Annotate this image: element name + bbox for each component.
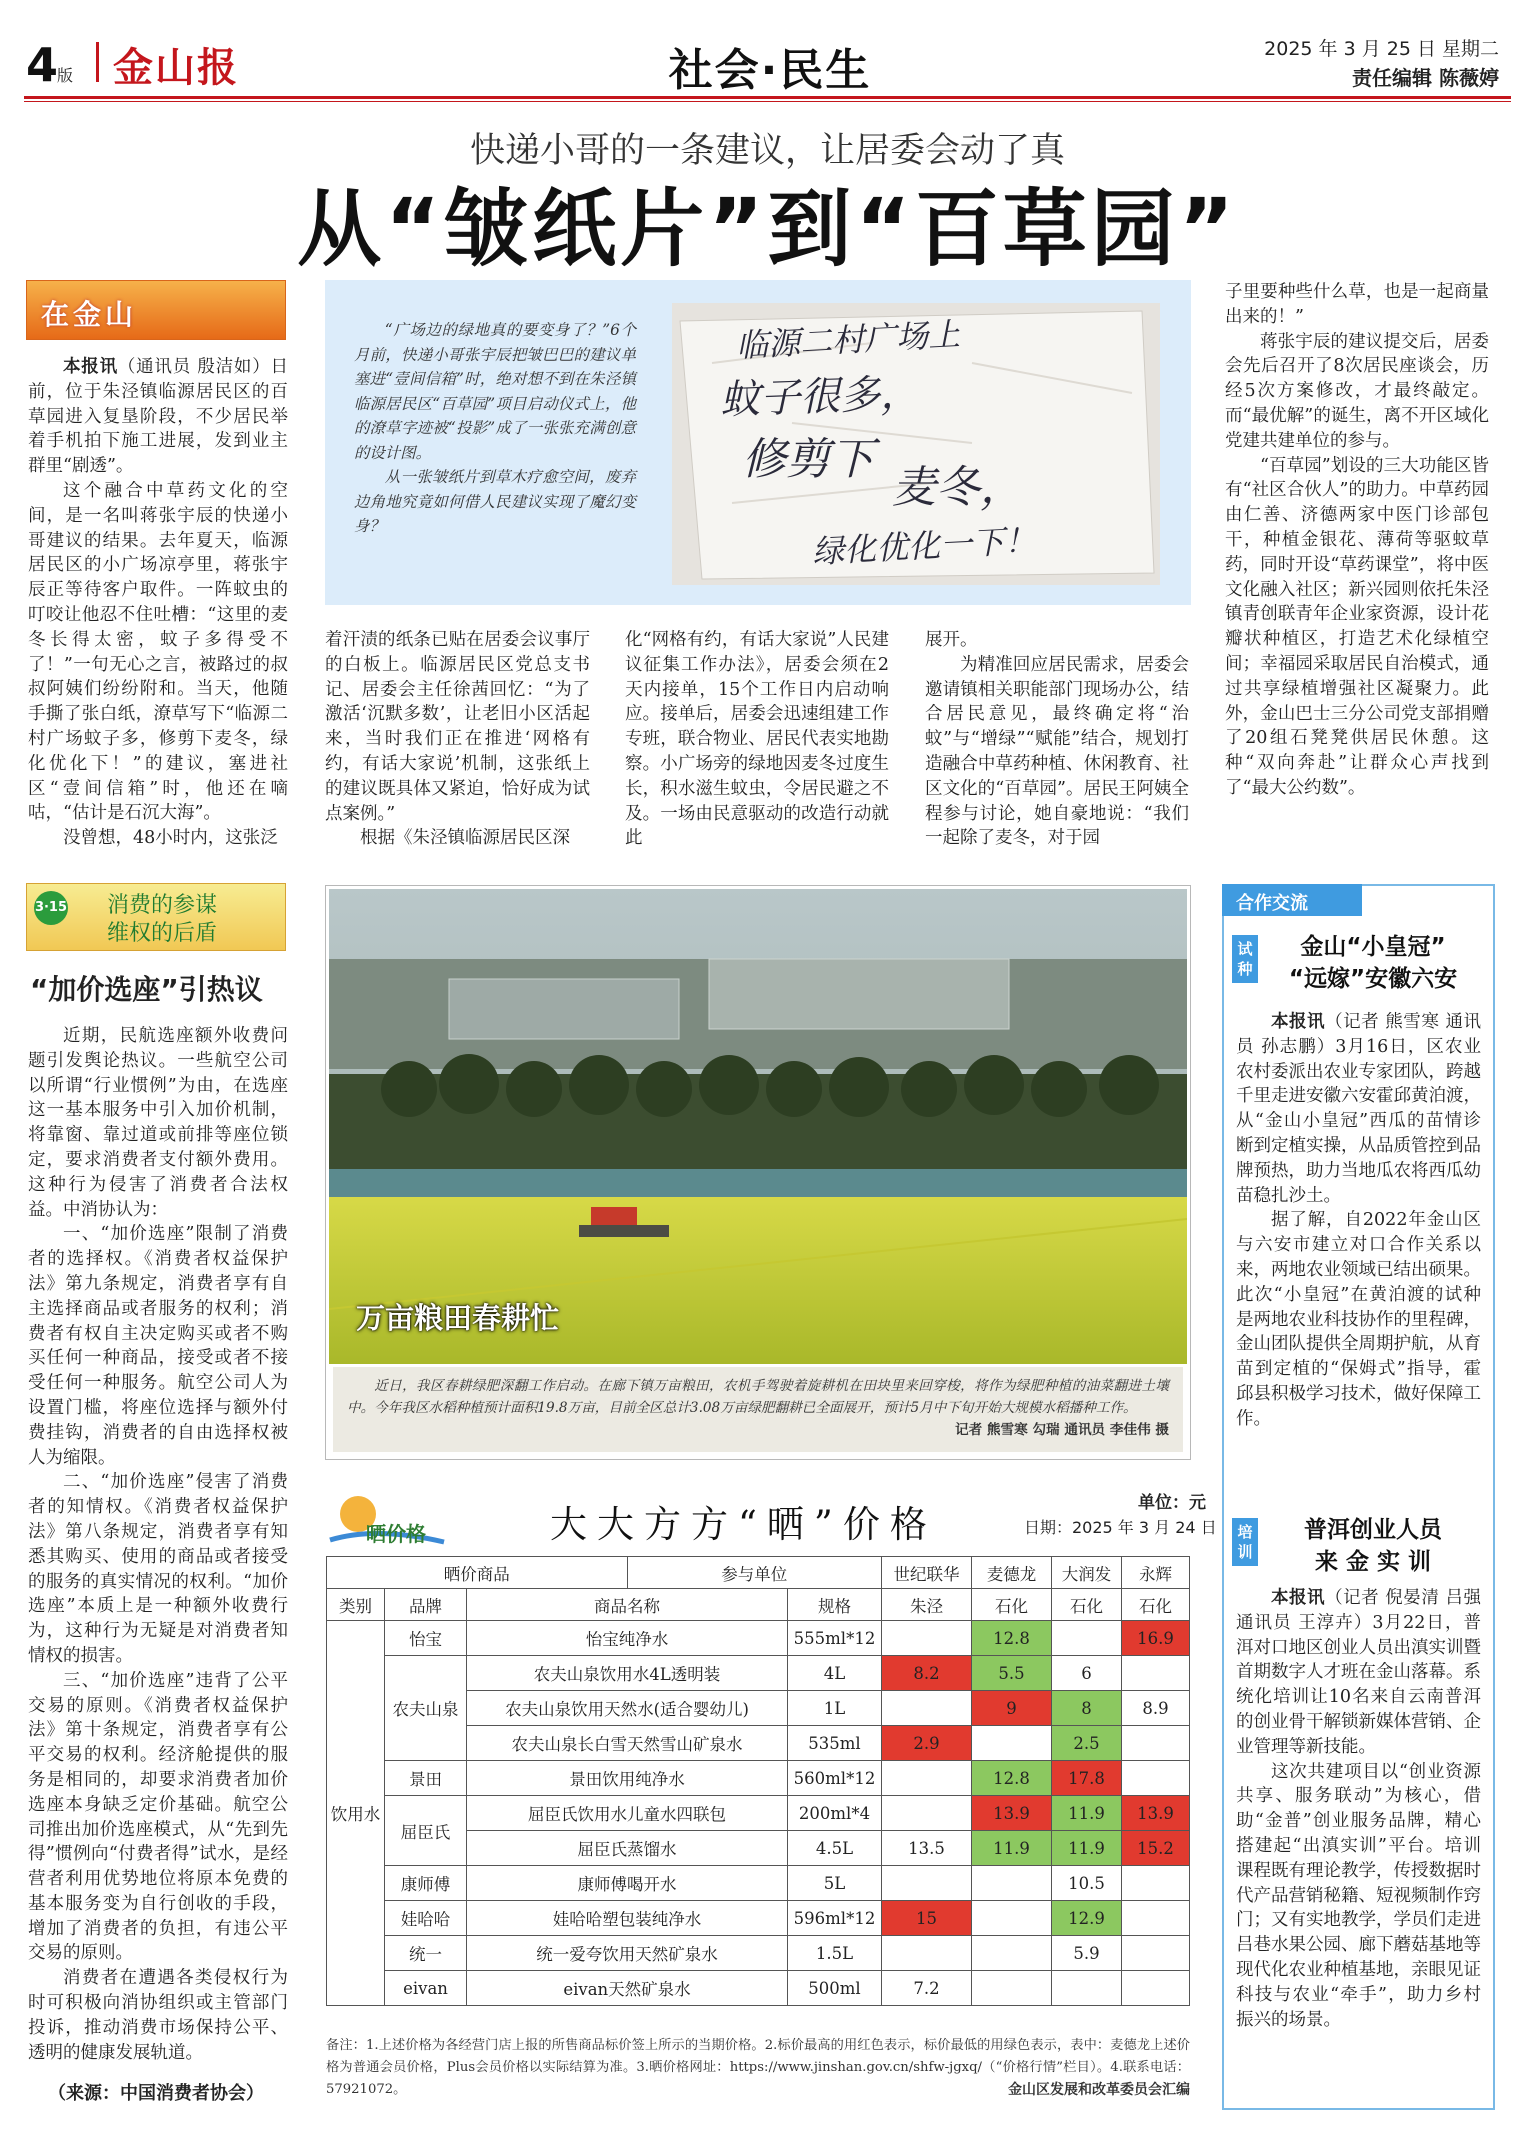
price-cell [1122, 1761, 1190, 1796]
consumer-p3: 二、“加价选座”侵害了消费者的知情权。《消费者权益保护法》第八条规定，消费者享有知悉其购买、使用的商品或者接受的服务的真实情况的权利。“加价选座”本质上是一种额外收费行为，这种行为无疑是对消费者知情权的损害。 [28, 1472, 288, 1666]
lead-intro [354, 318, 636, 539]
price-cell: 15.2 [1122, 1831, 1190, 1866]
col3-p1: 化“网格有约，有话大家说”人民建议征集工作办法》，居委会须在2天内接单，15个工作日内启动响应。接单后，居委会迅速组建工作专班，联合物业、居民代表实地勘察。小广场旁的绿地因麦冬过度生长，积水滋生蚊虫，令居民避之不及。一场由民意驱动的改造行动就此 [625, 630, 889, 849]
table-row [327, 1936, 1190, 1971]
consumer-p2: 一、“加价选座”限制了消费者的选择权。《消费者权益保护法》第九条规定，消费者享有自主选择商品或者服务的权利；消费者有权自主决定购买或者不购买任何一种商品，接受或者不接受任何一种服务。航空公司人为设置门槛，将座位选择与额外付费挂钩，消费者的自由选择权被人为缩限。 [28, 1224, 288, 1468]
note-line-5: 绿化优化一下！ [811, 521, 1037, 571]
col1-p2: 这个融合中草药文化的空间，是一名叫蒋张宇辰的快递小哥建议的结果。去年夏天，临源居民区的小广场凉亭里，蒋张宇辰正等待客户取件。一阵蚊虫的叮咬让他忍不住吐槽：“这里的麦冬长得太密，蚊子多得受不了！”一句无心之言，被路过的叔叔阿姨们纷纷附和。当天，他随手撕了张白纸，潦草写下“临源二村广场蚊子多，修剪下麦冬，绿化优化下！”的建议，塞进社区“壹间信箱”时，他还在嘀咕，“估计是石沉大海”。 [28, 480, 288, 824]
photo-caption-box [333, 1367, 1183, 1452]
header-brand: 品牌 [385, 1589, 467, 1621]
price-cell [972, 1971, 1052, 2006]
header-units: 参与单位 [627, 1557, 882, 1589]
price-cell: 12.8 [972, 1761, 1052, 1796]
price-cell: 11.9 [1052, 1796, 1122, 1831]
store-1: 世纪联华 [882, 1557, 972, 1589]
brand-cell: 怡宝 [385, 1621, 467, 1656]
col4-p2: 为精准回应居民需求，居委会邀请镇相关职能部门现场办公，结合居民意见，最终确定将“治蚊”与“增绿”“赋能”结合，规划打造融合中草药种植、休闲教育、社区文化的“百草园”。居民王阿姨全程参与讨论，她自豪地说：“我们一起除了麦冬，对于园 [925, 654, 1189, 849]
page-number: 4 [26, 38, 59, 92]
note-line-4: 麦冬， [892, 462, 1024, 513]
price-cell: 10.5 [1052, 1866, 1122, 1901]
header-goods: 晒价商品 [327, 1557, 628, 1589]
price-cell: 8.9 [1122, 1691, 1190, 1726]
product-name-cell: 农夫山泉饮用水4L透明装 [467, 1656, 788, 1691]
price-cell [882, 1936, 972, 1971]
price-cell [1052, 1971, 1122, 2006]
brand-cell: 康师傅 [385, 1866, 467, 1901]
price-cell [1122, 1866, 1190, 1901]
price-cell: 17.8 [1052, 1761, 1122, 1796]
sidebar-title-2-line2: 来 金 实 训 [1314, 1549, 1432, 1575]
handwritten-note-photo [672, 303, 1160, 585]
article-col-4 [925, 628, 1189, 851]
price-cell: 15 [882, 1901, 972, 1936]
photo-caption: 近日，我区春耕绿肥深翻工作启动。在廊下镇万亩粮田，农机手驾驶着旋耕机在田块里来回穿梭，将作为绿肥种植的油菜翻进土壤中。今年我区水稻种植预计面积19.8万亩，目前全区总计3.08万亩绿肥翻耕已全面展开，预计5月中下旬开始大规模水稻播种工作。 [347, 1378, 1169, 1416]
lead-intro-p2: 从一张皱纸片到草木疗愈空间，废弃边角地究竟如何借人民建议实现了魔幻变身？ [354, 468, 636, 535]
sidebar-1-p1: （记者 熊雪寒 通讯员 孙志鹏）3月16日，区农业农村委派出农业专家团队，跨越千里走进安徽六安霍邱黄泊渡，从“金山小皇冠”西瓜的苗情诊断到定植实操，从品质管控到品牌预热，助力当地瓜农将西瓜幼苗稳扎沙土。 [1236, 1012, 1481, 1206]
store-3: 大润发 [1052, 1557, 1122, 1589]
spec-cell: 4.5L [788, 1831, 882, 1866]
product-name-cell: 统一爱夸饮用天然矿泉水 [467, 1936, 788, 1971]
sidebar-title-1-line2: “远嫁”安徽六安 [1288, 966, 1458, 992]
price-cell: 8 [1052, 1691, 1122, 1726]
dateline: 本报讯 [63, 357, 118, 377]
sidebar-title-2 [1262, 1514, 1484, 1578]
sidebar-vtag-1: 试种 [1232, 935, 1258, 983]
brand-cell: 农夫山泉 [385, 1656, 467, 1761]
spec-cell: 1.5L [788, 1936, 882, 1971]
sidebar-1-p2: 据了解，自2022年金山区与六安市建立对口合作关系以来，两地农业领域已结出硕果。此次“小皇冠”在黄泊渡的试种是两地农业科技协作的里程碑，金山团队提供全周期护航，从育苗到定植的“保姆式”指导，霍邱县积极学习技术，做好保障工作。 [1236, 1210, 1481, 1429]
price-cell: 16.9 [1122, 1621, 1190, 1656]
consumer-p1: 近期，民航选座额外收费问题引发舆论热议。一些航空公司以所谓“行业惯例”为由，在选座这一基本服务中引入加价机制，将靠窗、靠过道或前排等座位锁定，要求消费者支付额外费用。这种行为侵害了消费者合法权益。中消协认为： [28, 1026, 288, 1220]
col2-p1: 着汗渍的纸条已贴在居委会议事厅的白板上。临源居民区党总支书记、居委会主任徐茜回忆：“为了激活‘沉默多数’，让老旧小区活起来，当时我们正在推进‘网格有约，有话大家说’机制，这张纸上的建议既具体又紧迫，恰好成为试点案例。” [325, 630, 590, 824]
sidebar-article-2 [1236, 1586, 1481, 2032]
photo-credit: 记者 熊雪寒 勾瑞 通讯员 李佳伟 摄 [955, 1422, 1169, 1438]
price-cell [1122, 1936, 1190, 1971]
col4-p1: 展开。 [925, 630, 978, 650]
loc-4: 石化 [1122, 1589, 1190, 1621]
article-col-1 [28, 355, 288, 851]
page-suffix: 版 [57, 66, 74, 85]
price-cell: 5.5 [972, 1656, 1052, 1691]
issue-date: 2025 年 3 月 25 日 星期二 [1264, 38, 1499, 60]
price-cell: 6 [1052, 1656, 1122, 1691]
price-cell: 12.9 [1052, 1901, 1122, 1936]
price-cell [1052, 1621, 1122, 1656]
price-issuer: 金山区发展和改革委员会汇编 [1008, 2082, 1190, 2098]
col5-p1: 子里要种些什么草，也是一起商量出来的！” [1225, 282, 1489, 327]
spec-cell: 200ml*4 [788, 1796, 882, 1831]
brand-cell: 娃哈哈 [385, 1901, 467, 1936]
price-table [326, 1556, 1190, 2006]
price-cell [972, 1901, 1052, 1936]
newspaper-logo: 金山报 [113, 44, 239, 91]
price-cell: 9 [972, 1691, 1052, 1726]
note-line-1: 临源二村广场上 [735, 315, 961, 365]
sidebar-title-1-line1: 金山“小皇冠” [1300, 934, 1446, 960]
sidebar-2-dateline: 本报讯 [1271, 1588, 1326, 1608]
price-cell [882, 1796, 972, 1831]
product-name-cell: 娃哈哈塑包装纯净水 [467, 1901, 788, 1936]
price-logo [326, 1490, 448, 1550]
brand-cell: 统一 [385, 1936, 467, 1971]
section-title: 社会·民生 [668, 45, 872, 96]
price-unit: 单位：元 [1138, 1493, 1206, 1513]
product-name-cell: 农夫山泉长白雪天然雪山矿泉水 [467, 1726, 788, 1761]
store-4: 永辉 [1122, 1557, 1190, 1589]
consumer-badge-line1: 消费的参谋 [107, 893, 218, 918]
consumer-source: （来源：中国消费者协会） [48, 2083, 264, 2104]
spec-cell: 500ml [788, 1971, 882, 2006]
brand-cell: 景田 [385, 1761, 467, 1796]
price-title: 大大方方“晒”价格 [550, 1503, 937, 1546]
price-cell: 2.5 [1052, 1726, 1122, 1761]
price-cell: 12.8 [972, 1621, 1052, 1656]
spec-cell: 555ml*12 [788, 1621, 882, 1656]
brand-cell: eivan [385, 1971, 467, 2006]
price-cell [882, 1761, 972, 1796]
product-name-cell: 怡宝纯净水 [467, 1621, 788, 1656]
consumer-p5: 消费者在遭遇各类侵权行为时可积极向消协组织或主管部门投诉，推动消费市场保持公平、透明的健康发展轨道。 [28, 1968, 288, 2063]
product-name-cell: eivan天然矿泉水 [467, 1971, 788, 2006]
sidebar-2-p1: （记者 倪晏清 吕强 通讯员 王淳卉）3月22日，普洱对口地区创业人员出滇实训暨首期数字人才班在金山落幕。系统化培训让10名来自云南普洱的创业骨干解锁新媒体营销、企业管理等新技能。 [1236, 1588, 1481, 1757]
consumer-title: “加价选座”引热议 [30, 973, 263, 1006]
sidebar-1-dateline: 本报讯 [1271, 1012, 1326, 1032]
price-cell: 13.9 [972, 1796, 1052, 1831]
sidebar-title-1 [1262, 931, 1484, 995]
price-cell: 13.9 [1122, 1796, 1190, 1831]
table-row [327, 1971, 1190, 2006]
price-cell [882, 1691, 972, 1726]
col1-p1: （通讯员 殷洁如）日前，位于朱泾镇临源居民区的百草园进入复垦阶段，不少居民举着手机拍下施工进展，发到业主群里“剧透”。 [28, 357, 288, 477]
table-row [327, 1656, 1190, 1691]
price-cell [1122, 1971, 1190, 2006]
spec-cell: 5L [788, 1866, 882, 1901]
article-col-2 [325, 628, 590, 851]
col5-p3: “百草园”划设的三大功能区皆有“社区合伙人”的助力。中草药园由仁善、济德两家中医门诊部包干，种植金银花、薄荷等驱蚊草药，同时开设“草药课堂”，将中医文化融入社区；新兴园则依托朱泾镇青创联青年企业家资源，设计花瓣状种植区，打造艺术化绿植空间；幸福园采取居民自治模式，通过共享绿植增强社区凝聚力。此外，金山巴士三分公司党支部捐赠了20组石凳凳供居民休憩。这种“双向奔赴”让群众心声找到了“最大公约数”。 [1225, 455, 1489, 798]
price-cell [972, 1866, 1052, 1901]
zaijinshan-badge: 在金山 [26, 280, 286, 340]
table-row [327, 1796, 1190, 1831]
product-name-cell: 屈臣氏饮用水儿童水四联包 [467, 1796, 788, 1831]
price-cell: 5.9 [1052, 1936, 1122, 1971]
note-line-3: 修剪下 [742, 434, 874, 485]
brand-cell: 屈臣氏 [385, 1796, 467, 1866]
price-cell: 2.9 [882, 1726, 972, 1761]
product-name-cell: 农夫山泉饮用天然水(适合婴幼儿) [467, 1691, 788, 1726]
loc-1: 朱泾 [882, 1589, 972, 1621]
price-cell [882, 1621, 972, 1656]
lead-intro-p1: “广场边的绿地真的要变身了？”6个月前，快递小哥张宇辰把皱巴巴的建议单塞进“壹间信箱”时，绝对想不到在朱泾镇临源居民区“百草园”项目启动仪式上，他的潦草字迹被“投影”成了一张张充满创意的设计图。 [354, 321, 636, 462]
consumer-315-icon: 3·15 [34, 891, 68, 925]
loc-2: 石化 [972, 1589, 1052, 1621]
spec-cell: 560ml*12 [788, 1761, 882, 1796]
table-row [327, 1866, 1190, 1901]
col5-p2: 蒋张宇辰的建议提交后，居委会先后召开了8次居民座谈会，历经5次方案修改，才最终敲定。而“最优解”的诞生，离不开区域化党建共建单位的参与。 [1225, 331, 1489, 451]
article-col-3 [625, 628, 889, 851]
sidebar-article-1 [1236, 1010, 1481, 1432]
spec-cell: 596ml*12 [788, 1901, 882, 1936]
loc-3: 石化 [1052, 1589, 1122, 1621]
article-headline: 从“皱纸片”到“百草园” [297, 180, 1238, 278]
consumer-badge-line2: 维权的后盾 [107, 921, 218, 946]
sidebar-2-p2: 这次共建项目以“创业资源共享、服务联动”为核心，借助“金普”创业服务品牌，精心搭建起“出滇实训”平台。培训课程既有理论教学，传授数据时代产品营销秘籍、短视频制作窍门；又有实地教学，学员们走进吕巷水果公园、廊下蘑菇基地等现代化农业种植基地，亲眼见证科技与农业“牵手”，助力乡村振兴的场景。 [1236, 1761, 1481, 2030]
price-cell [972, 1936, 1052, 1971]
spec-cell: 4L [788, 1656, 882, 1691]
header-category: 类别 [327, 1589, 385, 1621]
table-row [327, 1621, 1190, 1656]
store-2: 麦德龙 [972, 1557, 1052, 1589]
price-cell: 11.9 [1052, 1831, 1122, 1866]
price-cell: 8.2 [882, 1656, 972, 1691]
sidebar-tag: 合作交流 [1222, 884, 1362, 916]
product-name-cell: 康师傅喝开水 [467, 1866, 788, 1901]
header-divider [96, 42, 99, 82]
article-kicker: 快递小哥的一条建议，让居委会动了真 [469, 131, 1065, 171]
price-notes-text: 备注：1.上述价格为各经营门店上报的所售商品标价签上所示的当期价格。2.标价最高的用红色表示，标价最低的用绿色表示，表中：麦德龙上述价格为普通会员价格，Plus会员价格以实际结算为准。3.晒价格网址：https://www.jinshan.gov.cn/shfw-jgxq/（“价格行情”栏目）。4.联系电话：57921072。 [326, 2038, 1190, 2097]
price-notes [326, 2035, 1190, 2101]
price-cell [882, 1866, 972, 1901]
price-cell [1122, 1901, 1190, 1936]
price-cell: 13.5 [882, 1831, 972, 1866]
price-date: 日期：2025 年 3 月 24 日 [1024, 1518, 1217, 1537]
sidebar-title-2-line1: 普洱创业人员 [1304, 1517, 1442, 1543]
table-row [327, 1761, 1190, 1796]
editor-credit: 责任编辑 陈薇婷 [1352, 66, 1499, 90]
price-cell [972, 1726, 1052, 1761]
header-name: 商品名称 [467, 1589, 788, 1621]
header-spec: 规格 [788, 1589, 882, 1621]
spec-cell: 535ml [788, 1726, 882, 1761]
col1-p3: 没曾想，48小时内，这张泛 [63, 828, 278, 849]
header-rule-thin [24, 101, 1511, 102]
note-line-2: 蚊子很多， [719, 370, 921, 424]
col2-p2: 根据《朱泾镇临源居民区深 [360, 828, 570, 849]
article-col-5 [1225, 280, 1489, 801]
price-cell: 7.2 [882, 1971, 972, 2006]
sidebar-vtag-2: 培训 [1232, 1518, 1258, 1566]
price-cell [1122, 1726, 1190, 1761]
consumer-p4: 三、“加价选座”违背了公平交易的原则。《消费者权益保护法》第十条规定，消费者享有公平交易的权利。经济舱提供的服务是相同的，却要求消费者加价选座本身缺乏定价基础。航空公司推出加价选座模式，从“先到先得”惯例向“付费者得”试水，是经营者利用优势地位将原本免费的基本服务变为自行创收的手段，增加了消费者的负担，有违公平交易的原则。 [28, 1670, 288, 1964]
photo-title: 万亩粮田春耕忙 [356, 1301, 560, 1335]
product-name-cell: 景田饮用纯净水 [467, 1761, 788, 1796]
spec-cell: 1L [788, 1691, 882, 1726]
table-row [327, 1901, 1190, 1936]
consumer-article [28, 1024, 288, 2065]
price-cell [1122, 1656, 1190, 1691]
category-cell: 饮用水 [327, 1621, 385, 2006]
product-name-cell: 屈臣氏蒸馏水 [467, 1831, 788, 1866]
farm-photo-image [329, 889, 1187, 1364]
price-logo-text: 晒价格 [366, 1522, 426, 1546]
header-rule [24, 96, 1511, 99]
price-cell: 11.9 [972, 1831, 1052, 1866]
